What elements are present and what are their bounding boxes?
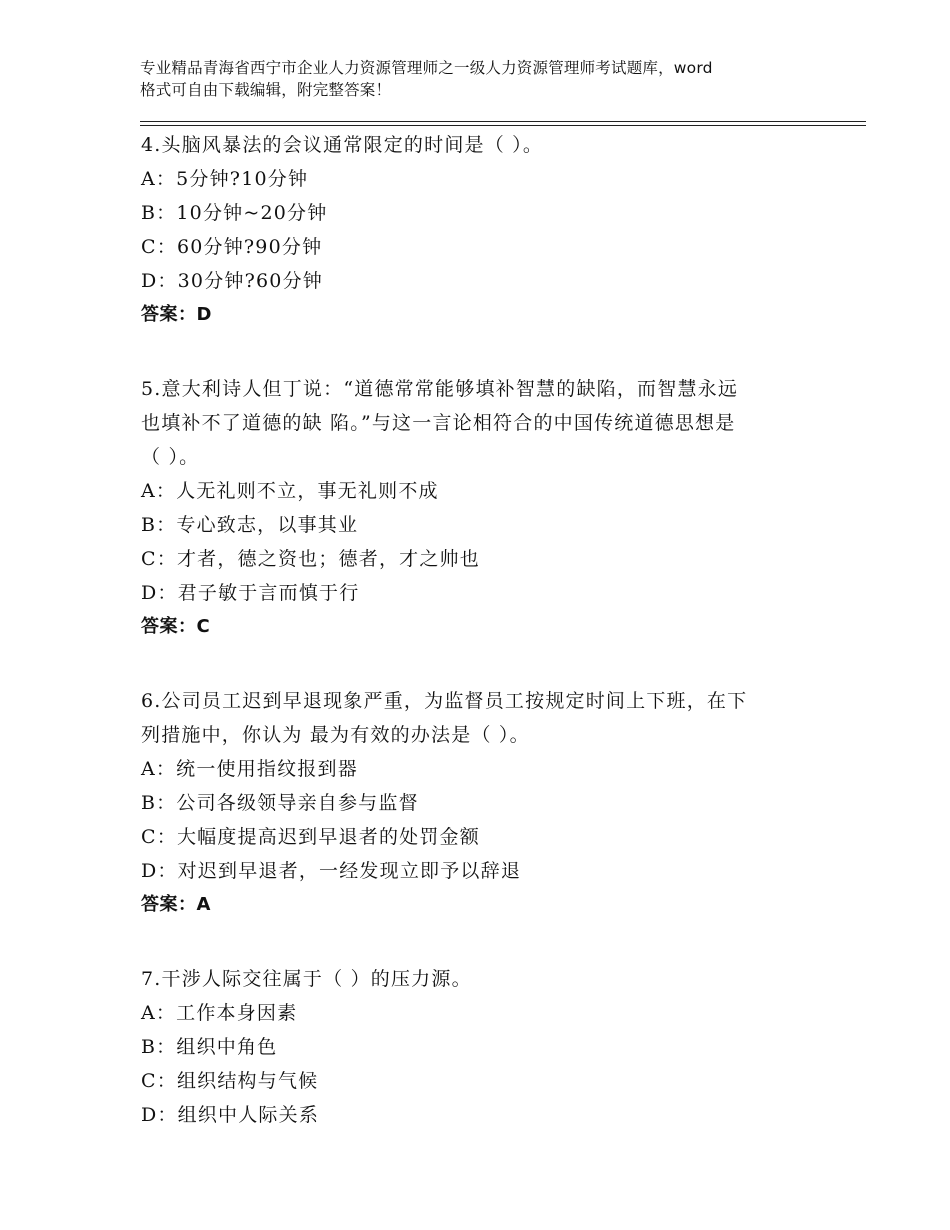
option-d: D：对迟到早退者，一经发现立即予以辞退 (141, 860, 522, 882)
option-b: B：专心致志，以事其业 (141, 514, 359, 536)
question-text: 7.干涉人际交往属于（ ）的压力源。 (141, 968, 472, 990)
spacer (141, 644, 831, 682)
header-line-2: 格式可自由下载编辑，附完整答案！ (140, 81, 392, 99)
header-divider-top (140, 121, 866, 122)
option-d: D：君子敏于言而慎于行 (141, 582, 360, 604)
question-text-line-2: 列措施中，你认为 最为有效的办法是（ ）。 (141, 724, 530, 746)
option-b: B：10分钟~20分钟 (141, 202, 328, 224)
question-text: 4.头脑风暴法的会议通常限定的时间是（ ）。 (141, 134, 544, 156)
question-text-line-1: 6.公司员工迟到早退现象严重，为监督员工按规定时间上下班，在下 (141, 690, 748, 712)
option-a: A：人无礼则不立，事无礼则不成 (141, 480, 439, 502)
answer-label: 答案：C (141, 616, 211, 637)
question-text-line-1: 5.意大利诗人但丁说：“道德常常能够填补智慧的缺陷，而智慧永远 (141, 378, 739, 400)
question-6 (141, 682, 831, 922)
spacer (141, 332, 831, 370)
document-header (140, 57, 840, 101)
option-c: C：60分钟?90分钟 (141, 236, 323, 258)
header-line-1: 专业精品青海省西宁市企业人力资源管理师之一级人力资源管理师考试题库，word (140, 59, 713, 77)
option-a: A：工作本身因素 (141, 1002, 298, 1024)
option-c: C：组织结构与气候 (141, 1070, 319, 1092)
question-text-line-2: 也填补不了道德的缺 陷。”与这一言论相符合的中国传统道德思想是 (141, 412, 736, 434)
spacer (141, 922, 831, 960)
option-a: A：统一使用指纹报到器 (141, 758, 358, 780)
option-b: B：公司各级领导亲自参与监督 (141, 792, 419, 814)
option-a: A：5分钟?10分钟 (141, 168, 309, 190)
question-text-line-3: （ ）。 (141, 446, 200, 468)
answer-label: 答案：A (141, 894, 211, 915)
question-list (141, 126, 831, 1132)
question-5 (141, 370, 831, 644)
option-d: D：组织中人际关系 (141, 1104, 320, 1126)
option-c: C：才者，德之资也；德者，才之帅也 (141, 548, 480, 570)
answer-label: 答案：D (141, 304, 212, 325)
option-c: C：大幅度提高迟到早退者的处罚金额 (141, 826, 480, 848)
question-4 (141, 126, 831, 332)
question-7 (141, 960, 831, 1132)
option-b: B：组织中角色 (141, 1036, 278, 1058)
option-d: D：30分钟?60分钟 (141, 270, 323, 292)
